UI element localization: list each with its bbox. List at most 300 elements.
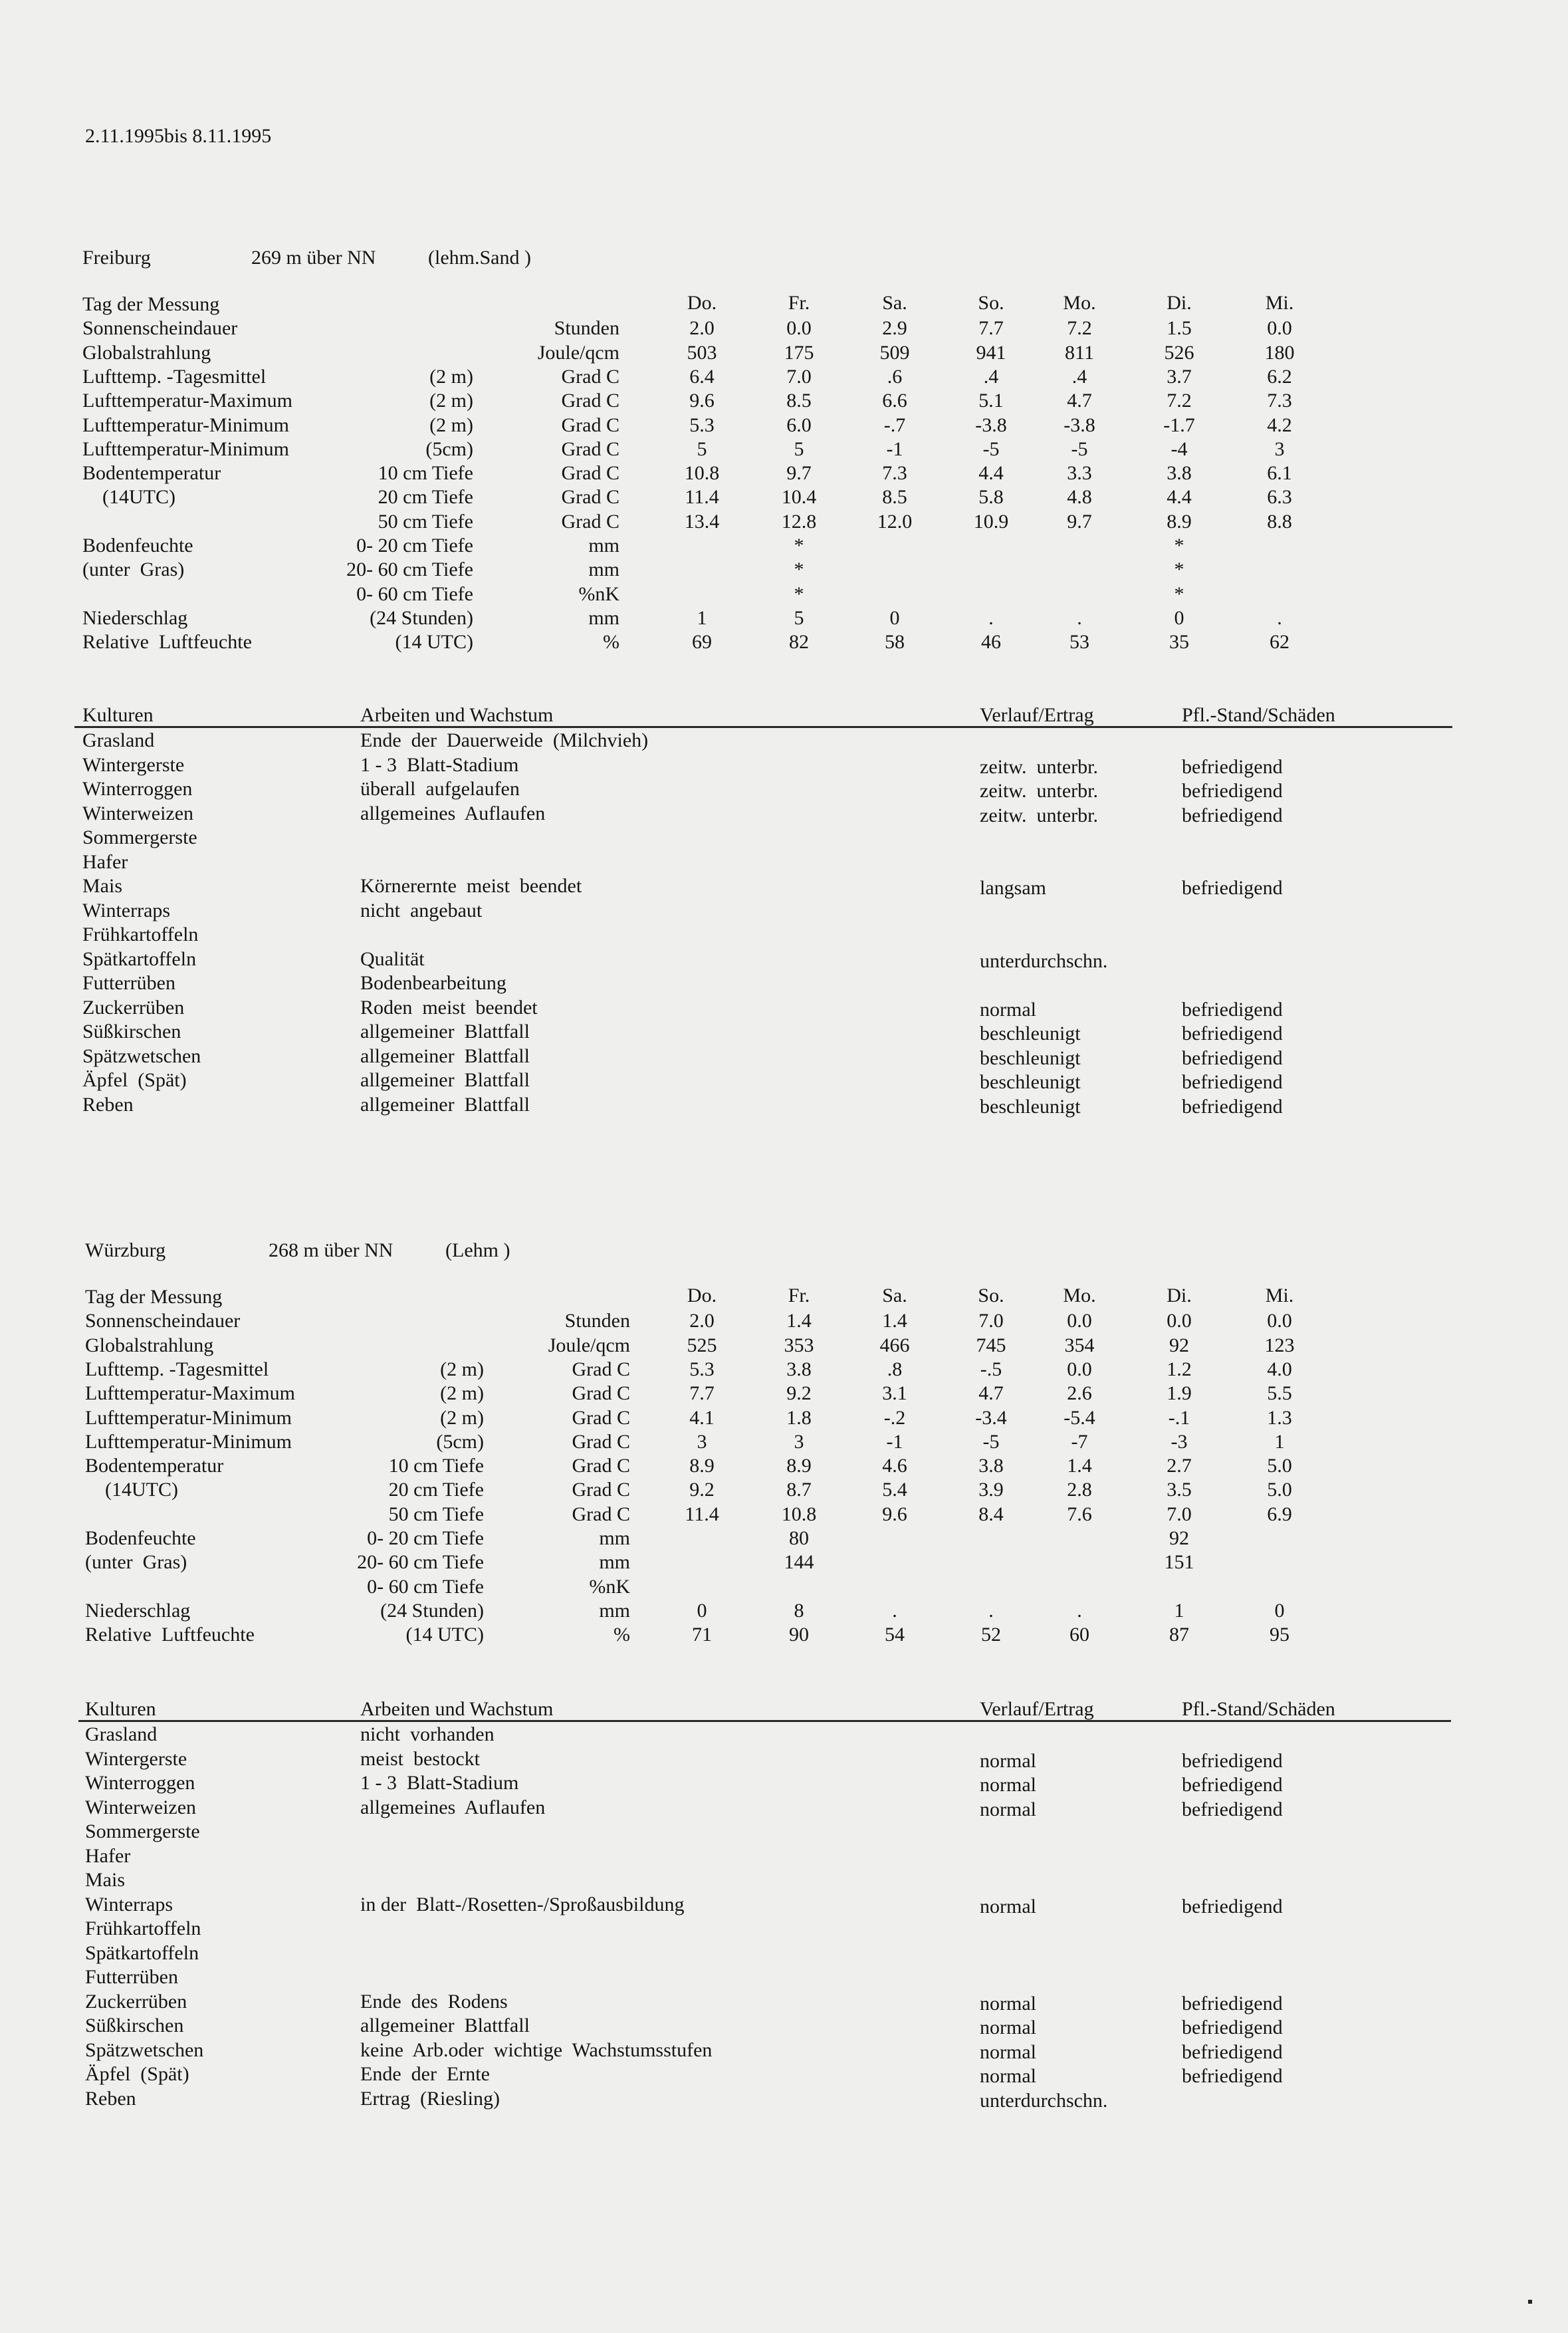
row-unit: mm [599, 1551, 630, 1574]
row-unit: %nK [578, 582, 619, 605]
data-cell: * [1174, 558, 1184, 581]
data-cell: 1 [1274, 1430, 1285, 1453]
data-cell: 180 [1264, 341, 1295, 364]
data-cell: 3.9 [978, 1479, 1004, 1501]
data-cell: 9.7 [786, 462, 812, 485]
crop-progress: unterdurchschn. [980, 2089, 1108, 2112]
crop-name: Futterrüben [82, 972, 175, 994]
row-unit: Grad C [561, 486, 619, 509]
data-cell: .4 [983, 365, 999, 388]
day-header: So. [978, 1285, 1004, 1306]
data-cell: 8.5 [882, 486, 907, 509]
data-cell: 2.6 [1067, 1382, 1092, 1405]
row-label: Bodenfeuchte [85, 1527, 196, 1549]
row-sublabel: (2 m) [440, 1358, 484, 1380]
crop-condition: befriedigend [1182, 1992, 1283, 2015]
data-cell: 5 [697, 437, 707, 460]
crop-name: Winterroggen [85, 1772, 195, 1794]
data-cell: * [1174, 535, 1184, 556]
data-cell: 353 [784, 1334, 814, 1356]
data-cell: 0.0 [1267, 317, 1292, 340]
crops-header-rule [74, 726, 1452, 728]
data-cell: 5.8 [978, 486, 1004, 509]
data-cell: 6.3 [1267, 486, 1292, 509]
row-unit: Joule/qcm [548, 1334, 630, 1356]
data-cell: 62 [1270, 631, 1289, 654]
data-cell: 4.7 [1067, 390, 1092, 412]
row-unit: mm [599, 1599, 630, 1622]
data-cell: -5 [982, 1430, 1000, 1453]
data-cell: 8.7 [786, 1479, 812, 1501]
crop-activity: in der Blatt-/Rosetten-/Sproßausbildung [360, 1893, 685, 1915]
data-cell: 58 [885, 631, 905, 654]
row-sublabel: (5cm) [436, 1430, 484, 1453]
data-cell: . [1277, 606, 1282, 629]
data-cell: 9.6 [882, 1503, 907, 1525]
data-cell: -.5 [980, 1358, 1002, 1380]
day-header: Do. [687, 1285, 717, 1306]
data-cell: 82 [789, 631, 809, 654]
row-label: Relative Luftfeuchte [82, 631, 252, 654]
data-cell: . [988, 606, 994, 629]
row-unit: Grad C [561, 462, 619, 485]
crop-condition: befriedigend [1182, 2040, 1283, 2063]
data-cell: . [1077, 606, 1082, 629]
row-sublabel: (14 UTC) [405, 1624, 484, 1646]
row-label: Lufttemperatur-Minimum [82, 437, 289, 460]
station-soil: (lehm.Sand ) [428, 247, 531, 269]
crop-name: Wintergerste [82, 753, 185, 776]
crop-condition: befriedigend [1182, 998, 1283, 1021]
row-sublabel: 20 cm Tiefe [378, 486, 473, 509]
row-sublabel: 20- 60 cm Tiefe [357, 1551, 484, 1574]
data-cell: 5.3 [689, 414, 715, 436]
data-cell: 1 [1174, 1599, 1184, 1622]
row-unit: %nK [589, 1575, 630, 1598]
day-header: Di. [1167, 1285, 1192, 1306]
crops-header-kulturen: Kulturen [85, 1698, 156, 1720]
data-cell: . [988, 1599, 994, 1622]
data-cell: 0.0 [1267, 1310, 1292, 1332]
row-label: Lufttemp. -Tagesmittel [82, 365, 267, 388]
data-cell: 1.4 [1067, 1455, 1092, 1477]
data-cell: 95 [1270, 1624, 1289, 1646]
row-unit: Grad C [572, 1479, 630, 1501]
data-cell: -.7 [883, 414, 906, 436]
station-elevation: 268 m über NN [269, 1239, 393, 1261]
crop-name: Mais [82, 875, 122, 897]
row-unit: Grad C [561, 365, 619, 388]
crop-progress: zeitw. unterbr. [980, 804, 1098, 826]
data-cell: 8.9 [786, 1455, 812, 1477]
data-cell: 8.8 [1267, 510, 1292, 533]
crop-activity: allgemeiner Blattfall [360, 2015, 530, 2036]
crop-progress: normal [980, 2040, 1036, 2063]
station-name: Freiburg [82, 247, 151, 269]
data-cell: 4.4 [978, 462, 1004, 485]
data-cell: 6.4 [689, 365, 715, 388]
row-unit: Stunden [564, 1310, 630, 1332]
row-label: Tag der Messung [85, 1286, 223, 1308]
crop-activity: allgemeiner Blattfall [360, 1044, 530, 1067]
crop-progress: normal [980, 2017, 1036, 2038]
crop-progress: normal [980, 1749, 1036, 1772]
crop-condition: befriedigend [1182, 804, 1283, 826]
data-cell: 12.0 [877, 510, 913, 533]
data-cell: 53 [1069, 631, 1089, 654]
row-label: Niederschlag [82, 606, 188, 629]
station-elevation: 269 m über NN [251, 247, 376, 269]
crop-activity: Ende der Ernte [360, 2063, 490, 2085]
row-unit: Stunden [554, 317, 619, 340]
crop-condition: befriedigend [1182, 780, 1283, 802]
row-unit: Grad C [572, 1406, 630, 1429]
crop-name: Mais [85, 1869, 125, 1891]
data-cell: 1.9 [1167, 1382, 1192, 1405]
data-cell: 509 [879, 341, 910, 364]
day-header: So. [978, 292, 1004, 314]
day-header: Mo. [1063, 1285, 1096, 1306]
data-cell: -3 [1171, 1430, 1188, 1453]
row-label: Bodentemperatur [85, 1455, 224, 1477]
data-cell: 525 [687, 1334, 717, 1356]
data-cell: 466 [879, 1334, 910, 1356]
data-cell: 87 [1169, 1624, 1189, 1646]
day-header: Sa. [882, 1285, 907, 1306]
row-sublabel: (2 m) [429, 365, 473, 388]
row-label: Lufttemperatur-Maximum [85, 1382, 295, 1405]
row-unit: Grad C [572, 1382, 630, 1405]
crop-activity: allgemeines Auflaufen [360, 1796, 546, 1818]
data-cell: 5.3 [689, 1358, 715, 1380]
data-cell: 0.0 [1067, 1358, 1092, 1380]
row-label: Relative Luftfeuchte [85, 1624, 255, 1646]
data-cell: 12.8 [781, 510, 817, 533]
crop-name: Winterroggen [82, 778, 193, 800]
crop-progress: zeitw. unterbr. [980, 780, 1098, 802]
crop-name: Sommergerste [82, 826, 197, 848]
crop-progress: langsam [980, 877, 1046, 899]
crop-name: Wintergerste [85, 1747, 187, 1770]
data-cell: 0.0 [786, 317, 812, 340]
day-header: Mo. [1063, 292, 1096, 314]
data-cell: 13.4 [684, 510, 720, 533]
data-cell: 151 [1164, 1551, 1194, 1574]
data-cell: -3.4 [975, 1406, 1007, 1429]
data-cell: 1.4 [786, 1310, 812, 1332]
data-cell: 54 [885, 1624, 905, 1646]
data-cell: 1.2 [1167, 1358, 1192, 1380]
crop-condition: befriedigend [1182, 877, 1283, 899]
data-cell: 3.8 [786, 1358, 812, 1380]
crop-progress: beschleunigt [980, 1071, 1081, 1093]
data-cell: 811 [1065, 341, 1094, 364]
data-cell: 526 [1164, 341, 1194, 364]
row-unit: mm [588, 606, 619, 629]
row-sublabel: (2 m) [429, 414, 473, 436]
crop-name: Winterweizen [85, 1796, 197, 1818]
data-cell: 8.5 [786, 390, 812, 412]
data-cell: 1.8 [786, 1406, 812, 1429]
data-cell: 0 [697, 1599, 707, 1622]
data-cell: 5.5 [1267, 1382, 1292, 1405]
data-cell: .8 [887, 1358, 903, 1380]
row-sublabel: (2 m) [440, 1406, 484, 1429]
crop-name: Futterrüben [85, 1966, 178, 1988]
crop-activity: Bodenbearbeitung [360, 972, 506, 994]
crop-progress: normal [980, 1992, 1036, 2015]
data-cell: 7.3 [1267, 390, 1292, 412]
row-sublabel: (24 Stunden) [380, 1599, 484, 1622]
day-header: Do. [687, 292, 717, 314]
crop-activity: keine Arb.oder wichtige Wachstumsstufen [360, 2038, 713, 2061]
data-cell: 35 [1169, 631, 1189, 654]
data-cell: 3.7 [1167, 365, 1192, 388]
row-unit: Grad C [561, 390, 619, 412]
crop-activity: Qualität [360, 947, 425, 970]
crops-header-verlauf: Verlauf/Ertrag [980, 1698, 1094, 1720]
crop-name: Frühkartoffeln [85, 1917, 201, 1939]
crops-header-stand: Pfl.-Stand/Schäden [1182, 1698, 1335, 1720]
data-cell: -1.7 [1163, 414, 1195, 436]
crops-header-kulturen: Kulturen [82, 704, 154, 726]
crops-header-verlauf: Verlauf/Ertrag [980, 704, 1094, 726]
row-unit: mm [599, 1527, 630, 1549]
row-label: (unter Gras) [82, 558, 185, 581]
data-cell: 2.8 [1067, 1479, 1092, 1501]
crop-name: Hafer [82, 850, 128, 873]
data-cell: -5.4 [1064, 1406, 1095, 1429]
data-cell: 60 [1069, 1624, 1089, 1646]
crop-condition: befriedigend [1182, 1895, 1283, 1917]
data-cell: 0.0 [1167, 1310, 1192, 1332]
data-cell: 5 [794, 606, 804, 629]
row-unit: % [603, 631, 619, 654]
data-cell: 3 [794, 1430, 804, 1453]
data-cell: 3.8 [1167, 462, 1192, 485]
data-cell: 7.3 [882, 462, 907, 485]
crop-name: Reben [85, 2087, 136, 2110]
data-cell: 6.1 [1267, 462, 1292, 485]
crop-activity: Ertrag (Riesling) [360, 2087, 500, 2110]
crop-progress: beschleunigt [980, 1095, 1081, 1118]
data-cell: 9.7 [1067, 510, 1092, 533]
crop-activity: meist bestockt [360, 1747, 480, 1770]
data-cell: 4.7 [978, 1382, 1004, 1405]
row-label: Lufttemperatur-Maximum [82, 390, 292, 412]
data-cell: 354 [1064, 1334, 1095, 1356]
crop-name: Äpfel (Spät) [82, 1069, 187, 1091]
row-label: (14UTC) [82, 486, 175, 509]
crops-header-stand: Pfl.-Stand/Schäden [1182, 704, 1335, 726]
crop-condition: befriedigend [1182, 1774, 1283, 1796]
crop-condition: befriedigend [1182, 1023, 1283, 1044]
crops-header-arbeiten: Arbeiten und Wachstum [360, 1698, 554, 1720]
data-cell: .4 [1071, 365, 1087, 388]
scan-corner-mark [1528, 2300, 1532, 2304]
data-cell: 5 [794, 437, 804, 460]
crop-name: Grasland [82, 729, 155, 751]
crop-activity: nicht vorhanden [360, 1723, 495, 1745]
row-label: Niederschlag [85, 1599, 191, 1622]
row-sublabel: (2 m) [429, 390, 473, 412]
data-cell: 92 [1169, 1334, 1189, 1356]
data-cell: 0.0 [1067, 1310, 1092, 1332]
data-cell: 2.0 [689, 317, 715, 340]
row-unit: Grad C [572, 1455, 630, 1477]
crop-activity: nicht angebaut [360, 899, 483, 921]
station-name: Würzburg [85, 1239, 166, 1261]
crop-progress: normal [980, 2065, 1036, 2087]
data-cell: 3.8 [978, 1455, 1004, 1477]
data-cell: 5.0 [1267, 1455, 1292, 1477]
row-unit: Grad C [561, 437, 619, 460]
row-sublabel: 10 cm Tiefe [388, 1455, 484, 1477]
data-cell: 3.3 [1067, 462, 1092, 485]
day-header: Fr. [788, 1285, 810, 1306]
data-cell: 175 [784, 341, 814, 364]
data-cell: 8.4 [978, 1503, 1004, 1525]
data-cell: 5.4 [882, 1479, 907, 1501]
data-cell: 10.8 [781, 1503, 817, 1525]
data-cell: . [1077, 1599, 1082, 1622]
row-unit: Grad C [572, 1503, 630, 1525]
data-cell: 6.2 [1267, 365, 1292, 388]
data-cell: 2.9 [882, 317, 907, 340]
station-soil: (Lehm ) [445, 1239, 510, 1261]
crop-activity: Ende des Rodens [360, 1990, 508, 2013]
data-cell: 7.0 [786, 365, 812, 388]
crop-condition: befriedigend [1182, 1095, 1283, 1118]
data-cell: -1 [886, 1430, 903, 1453]
crop-name: Reben [82, 1093, 134, 1116]
crop-activity: allgemeines Auflaufen [360, 802, 546, 824]
row-sublabel: 20 cm Tiefe [388, 1479, 484, 1501]
crop-condition: befriedigend [1182, 2017, 1283, 2038]
row-unit: % [614, 1624, 630, 1646]
crop-activity: 1 - 3 Blatt-Stadium [360, 753, 519, 776]
row-label: Bodenfeuchte [82, 535, 193, 556]
row-label: Tag der Messung [82, 293, 220, 315]
data-cell: 52 [981, 1624, 1001, 1646]
data-cell: 3.5 [1167, 1479, 1192, 1501]
data-cell: 0 [1274, 1599, 1285, 1622]
row-sublabel: 0- 20 cm Tiefe [367, 1527, 484, 1549]
data-cell: 1.4 [882, 1310, 907, 1332]
data-cell: -.2 [883, 1406, 906, 1429]
row-unit: Grad C [561, 510, 619, 533]
crop-progress: beschleunigt [980, 1023, 1081, 1044]
crop-name: Spätzwetschen [82, 1044, 201, 1067]
crop-activity: Körnerernte meist beendet [360, 875, 582, 897]
row-sublabel: 0- 60 cm Tiefe [356, 582, 473, 605]
data-cell: 7.7 [689, 1382, 715, 1405]
data-cell: 3.1 [882, 1382, 907, 1405]
crops-header-arbeiten: Arbeiten und Wachstum [360, 704, 554, 726]
crop-progress: normal [980, 998, 1036, 1021]
row-sublabel: 0- 60 cm Tiefe [367, 1575, 484, 1598]
crop-name: Winterraps [85, 1893, 173, 1915]
data-cell: -1 [886, 437, 903, 460]
data-cell: 6.9 [1267, 1503, 1292, 1525]
crop-progress: normal [980, 1798, 1036, 1820]
data-cell: 90 [789, 1624, 809, 1646]
crop-condition: befriedigend [1182, 755, 1283, 778]
data-cell: 80 [789, 1527, 809, 1549]
data-cell: 10.9 [973, 510, 1009, 533]
data-cell: -.1 [1168, 1406, 1190, 1429]
row-label: Bodentemperatur [82, 462, 221, 485]
date-range: 2.11.1995bis 8.11.1995 [85, 125, 272, 147]
day-header: Mi. [1265, 1285, 1294, 1306]
row-sublabel: 10 cm Tiefe [378, 462, 473, 485]
row-sublabel: 50 cm Tiefe [378, 510, 473, 533]
data-cell: * [794, 582, 804, 605]
row-label: Globalstrahlung [85, 1334, 214, 1356]
data-cell: 123 [1264, 1334, 1295, 1356]
crop-name: Spätkartoffeln [85, 1941, 199, 1964]
data-cell: 4.1 [689, 1406, 715, 1429]
crop-activity: allgemeiner Blattfall [360, 1093, 530, 1116]
day-header: Fr. [788, 292, 810, 314]
data-cell: 10.8 [684, 462, 720, 485]
data-cell: 7.2 [1067, 317, 1092, 340]
crop-condition: befriedigend [1182, 1071, 1283, 1093]
data-cell: 4.2 [1267, 414, 1292, 436]
data-cell: -4 [1171, 437, 1188, 460]
row-sublabel: (14 UTC) [395, 631, 473, 654]
crop-name: Äpfel (Spät) [85, 2063, 189, 2085]
crop-name: Süßkirschen [85, 2015, 184, 2036]
crop-condition: befriedigend [1182, 1749, 1283, 1772]
row-sublabel: (2 m) [440, 1382, 484, 1405]
data-cell: 4.4 [1167, 486, 1192, 509]
crop-activity: 1 - 3 Blatt-Stadium [360, 1772, 519, 1794]
day-header: Mi. [1265, 292, 1294, 314]
crops-header-rule [78, 1720, 1451, 1722]
data-cell: 11.4 [685, 486, 719, 509]
data-cell: 6.0 [786, 414, 812, 436]
data-cell: 3 [1274, 437, 1285, 460]
row-unit: Grad C [572, 1430, 630, 1453]
data-cell: 9.2 [689, 1479, 715, 1501]
crop-activity: überall aufgelaufen [360, 778, 520, 800]
data-cell: -7 [1071, 1430, 1088, 1453]
data-cell: 0 [1174, 606, 1184, 629]
row-unit: Grad C [572, 1358, 630, 1380]
row-sublabel: 0- 20 cm Tiefe [356, 535, 473, 556]
data-cell: 745 [976, 1334, 1006, 1356]
data-cell: -5 [1071, 437, 1088, 460]
data-cell: 8.9 [1167, 510, 1192, 533]
row-sublabel: (5cm) [425, 437, 473, 460]
crop-name: Süßkirschen [82, 1021, 181, 1043]
crop-name: Spätkartoffeln [82, 947, 197, 970]
row-label: Lufttemperatur-Minimum [85, 1430, 292, 1453]
data-cell: -3.8 [975, 414, 1007, 436]
data-cell: 6.6 [882, 390, 907, 412]
data-cell: 1.3 [1267, 1406, 1292, 1429]
data-cell: 7.6 [1067, 1503, 1092, 1525]
data-cell: 0 [889, 606, 900, 629]
data-cell: 9.6 [689, 390, 715, 412]
row-label: Lufttemp. -Tagesmittel [85, 1358, 269, 1380]
crop-activity: Ende der Dauerweide (Milchvieh) [360, 729, 649, 751]
data-cell: 5.1 [978, 390, 1004, 412]
crop-name: Spätzwetschen [85, 2038, 204, 2061]
data-cell: 8 [794, 1599, 804, 1622]
crop-progress: normal [980, 1895, 1036, 1917]
